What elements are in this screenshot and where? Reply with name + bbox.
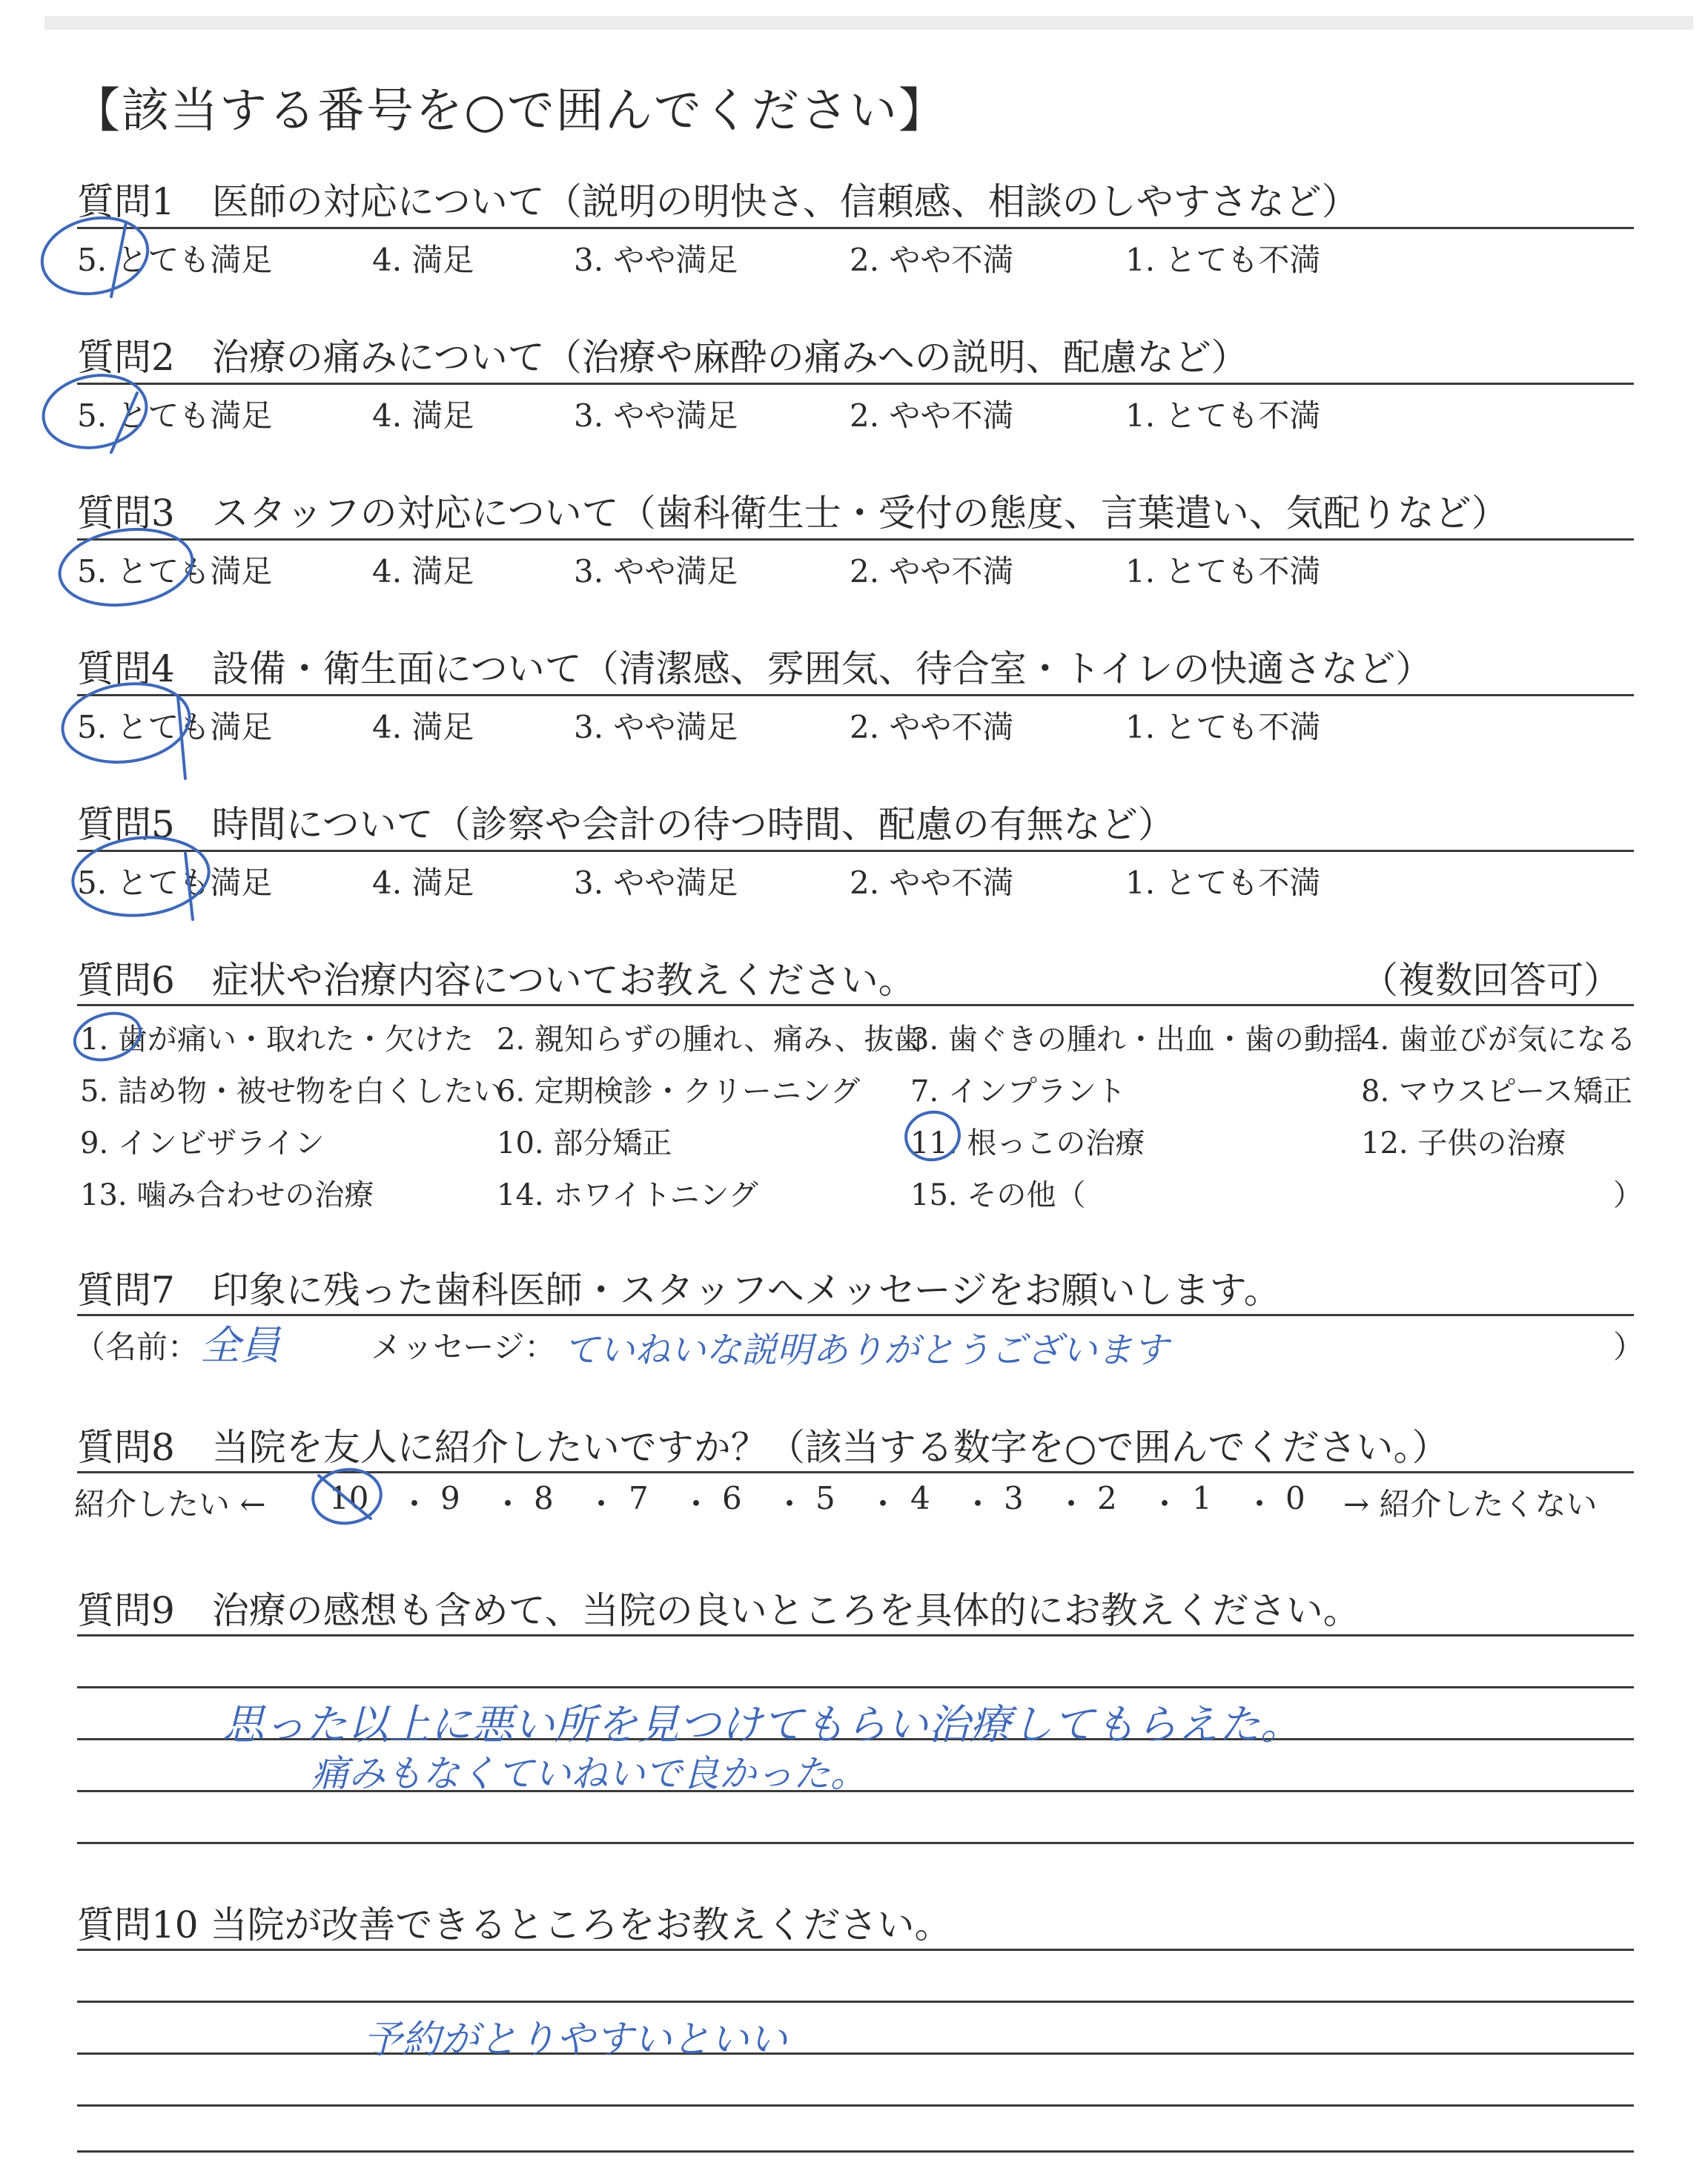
q3-option-2[interactable]: 2. やや不満 <box>850 553 1014 589</box>
q4-option-5[interactable]: 5. とても満足 <box>77 709 273 745</box>
q8-dot: ・ <box>774 1486 806 1522</box>
q8-dot: ・ <box>492 1486 524 1522</box>
q8-scale-9[interactable]: 9 <box>440 1480 460 1516</box>
q8-scale-1[interactable]: 1 <box>1192 1480 1212 1516</box>
q2-selection-circle <box>38 368 153 456</box>
q7-message-label: メッセージ： <box>371 1329 556 1365</box>
q1-option-5[interactable]: 5. とても満足 <box>77 242 273 278</box>
q9-answer-line-1[interactable]: 思った以上に悪い所を見つけてもらい治療してもらえた。 <box>222 1701 1302 1749</box>
q8-left-label: 紹介したい ← <box>74 1486 266 1522</box>
question-2-title: 質問2 治療の痛みについて（治療や麻酔の痛みへの説明、配慮など） <box>77 336 1248 379</box>
q8-dot: ・ <box>1244 1486 1276 1522</box>
q6-item-15[interactable]: 15. その他（ <box>910 1178 1086 1212</box>
q1-selection-circle <box>35 208 155 303</box>
q6-other-close-paren: ） <box>1613 1178 1643 1212</box>
q8-scale-2[interactable]: 2 <box>1097 1480 1117 1516</box>
question-4-title: 質問4 設備・衛生面について（清潔感、雰囲気、待合室・トイレの快適さなど） <box>77 647 1433 690</box>
q6-item-6[interactable]: 6. 定期検診・クリーニング <box>497 1074 861 1109</box>
q5-option-3[interactable]: 3. やや満足 <box>574 865 738 901</box>
q10-answer-line-1[interactable]: 予約がとりやすいといい <box>363 2018 788 2062</box>
question-5-title: 質問5 時間について（診察や会計の待つ時間、配慮の有無など） <box>77 803 1175 846</box>
q1-option-3[interactable]: 3. やや満足 <box>574 242 738 278</box>
q1-option-1[interactable]: 1. とても不満 <box>1125 242 1321 278</box>
q4-option-1[interactable]: 1. とても不満 <box>1125 709 1321 745</box>
q9-answer-line-2[interactable]: 痛みもなくていねいで良かった。 <box>311 1752 867 1795</box>
q7-message-value[interactable]: ていねいな説明ありがとうございます <box>563 1330 1169 1371</box>
q8-right-label: → 紹介したくない <box>1343 1486 1598 1522</box>
q6-item-11[interactable]: 11. 根っこの治療 <box>910 1126 1145 1160</box>
question-6-note: （複数回答可） <box>1361 959 1621 1002</box>
q3-selection-circle <box>55 521 197 613</box>
q2-option-4[interactable]: 4. 満足 <box>372 397 474 434</box>
question-9-title: 質問9 治療の感想も含めて、当院の良いところを具体的にお教えください。 <box>77 1589 1360 1632</box>
q8-scale-10[interactable]: 10 <box>329 1480 369 1516</box>
q8-scale-0[interactable]: 0 <box>1285 1480 1305 1516</box>
q3-option-3[interactable]: 3. やや満足 <box>574 553 738 589</box>
q7-name-label: （名前： <box>74 1329 199 1365</box>
q7-name-value[interactable]: 全員 <box>200 1322 280 1369</box>
q1-option-2[interactable]: 2. やや不満 <box>850 242 1014 278</box>
question-1-title: 質問1 医師の対応について（説明の明快さ、信頼感、相談のしやすさなど） <box>77 180 1359 223</box>
q8-dot: ・ <box>1149 1486 1181 1522</box>
q5-option-1[interactable]: 1. とても不満 <box>1125 865 1321 901</box>
q8-scale-8[interactable]: 8 <box>534 1480 554 1516</box>
q6-item-14[interactable]: 14. ホワイトニング <box>497 1178 758 1212</box>
q8-dot: ・ <box>962 1486 994 1522</box>
q8-dot: ・ <box>681 1486 712 1522</box>
q6-item-1[interactable]: 1. 歯が痛い・取れた・欠けた <box>80 1023 474 1057</box>
q8-scale-4[interactable]: 4 <box>910 1480 930 1516</box>
q3-option-5[interactable]: 5. とても満足 <box>77 553 273 589</box>
q6-item-1-circle <box>70 1006 145 1066</box>
q3-option-1[interactable]: 1. とても不満 <box>1125 553 1321 589</box>
q6-item-7[interactable]: 7. インプラント <box>910 1074 1126 1109</box>
question-8-title: 質問8 当院を友人に紹介したいですか？（該当する数字を○で囲んでください。） <box>77 1426 1449 1469</box>
q1-option-4[interactable]: 4. 満足 <box>372 242 474 278</box>
q8-scale-5[interactable]: 5 <box>815 1480 835 1516</box>
q8-dot: ・ <box>1056 1486 1088 1522</box>
q8-dot: ・ <box>867 1486 899 1522</box>
q6-item-12[interactable]: 12. 子供の治療 <box>1361 1126 1566 1160</box>
q8-selection-tail <box>319 1476 371 1519</box>
q8-scale-6[interactable]: 6 <box>722 1480 742 1516</box>
q2-option-3[interactable]: 3. やや満足 <box>574 397 738 434</box>
q6-item-3[interactable]: 3. 歯ぐきの腫れ・出血・歯の動揺 <box>910 1023 1363 1057</box>
question-3-title: 質問3 スタッフの対応について（歯科衛生士・受付の態度、言葉遣い、気配りなど） <box>77 492 1509 535</box>
q4-option-2[interactable]: 2. やや不満 <box>850 709 1014 745</box>
question-7-title: 質問7 印象に残った歯科医師・スタッフへメッセージをお願いします。 <box>77 1269 1281 1312</box>
q2-option-2[interactable]: 2. やや不満 <box>850 397 1014 434</box>
q8-scale-7[interactable]: 7 <box>629 1480 649 1516</box>
question-10-title: 質問10 当院が改善できるところをお教えください。 <box>77 1903 952 1946</box>
q4-selection-circle <box>58 676 195 770</box>
q2-option-1[interactable]: 1. とても不満 <box>1125 397 1321 434</box>
q3-option-4[interactable]: 4. 満足 <box>372 553 474 589</box>
q4-option-3[interactable]: 3. やや満足 <box>574 709 738 745</box>
q7-close-paren: ） <box>1613 1329 1645 1365</box>
q6-item-4[interactable]: 4. 歯並びが気になる <box>1361 1023 1636 1057</box>
q6-item-13[interactable]: 13. 噛み合わせの治療 <box>80 1178 374 1212</box>
q4-option-4[interactable]: 4. 満足 <box>372 709 474 745</box>
q5-option-4[interactable]: 4. 満足 <box>372 865 474 901</box>
q6-item-11-circle <box>902 1108 963 1164</box>
q2-option-5[interactable]: 5. とても満足 <box>77 397 273 434</box>
q5-selection-tail <box>185 853 193 919</box>
q8-dot: ・ <box>586 1486 618 1522</box>
q6-item-2[interactable]: 2. 親知らずの腫れ、痛み、抜歯 <box>497 1023 924 1057</box>
form-heading: 【該当する番号を○で囲んでください】 <box>73 84 947 139</box>
q5-option-2[interactable]: 2. やや不満 <box>850 865 1014 901</box>
q2-selection-tail <box>111 393 137 452</box>
q8-scale-3[interactable]: 3 <box>1004 1480 1024 1516</box>
q8-scale-10-circle <box>309 1465 384 1527</box>
q8-dot: ・ <box>399 1486 431 1522</box>
q6-item-9[interactable]: 9. インビザライン <box>80 1126 325 1160</box>
q6-item-5[interactable]: 5. 詰め物・被せ物を白くしたい <box>80 1074 503 1109</box>
q5-option-5[interactable]: 5. とても満足 <box>77 865 273 901</box>
q6-item-10[interactable]: 10. 部分矯正 <box>497 1126 672 1160</box>
q6-item-8[interactable]: 8. マウスピース矯正 <box>1361 1074 1633 1109</box>
question-6-title: 質問6 症状や治療内容についてお教えください。 <box>77 959 916 1002</box>
